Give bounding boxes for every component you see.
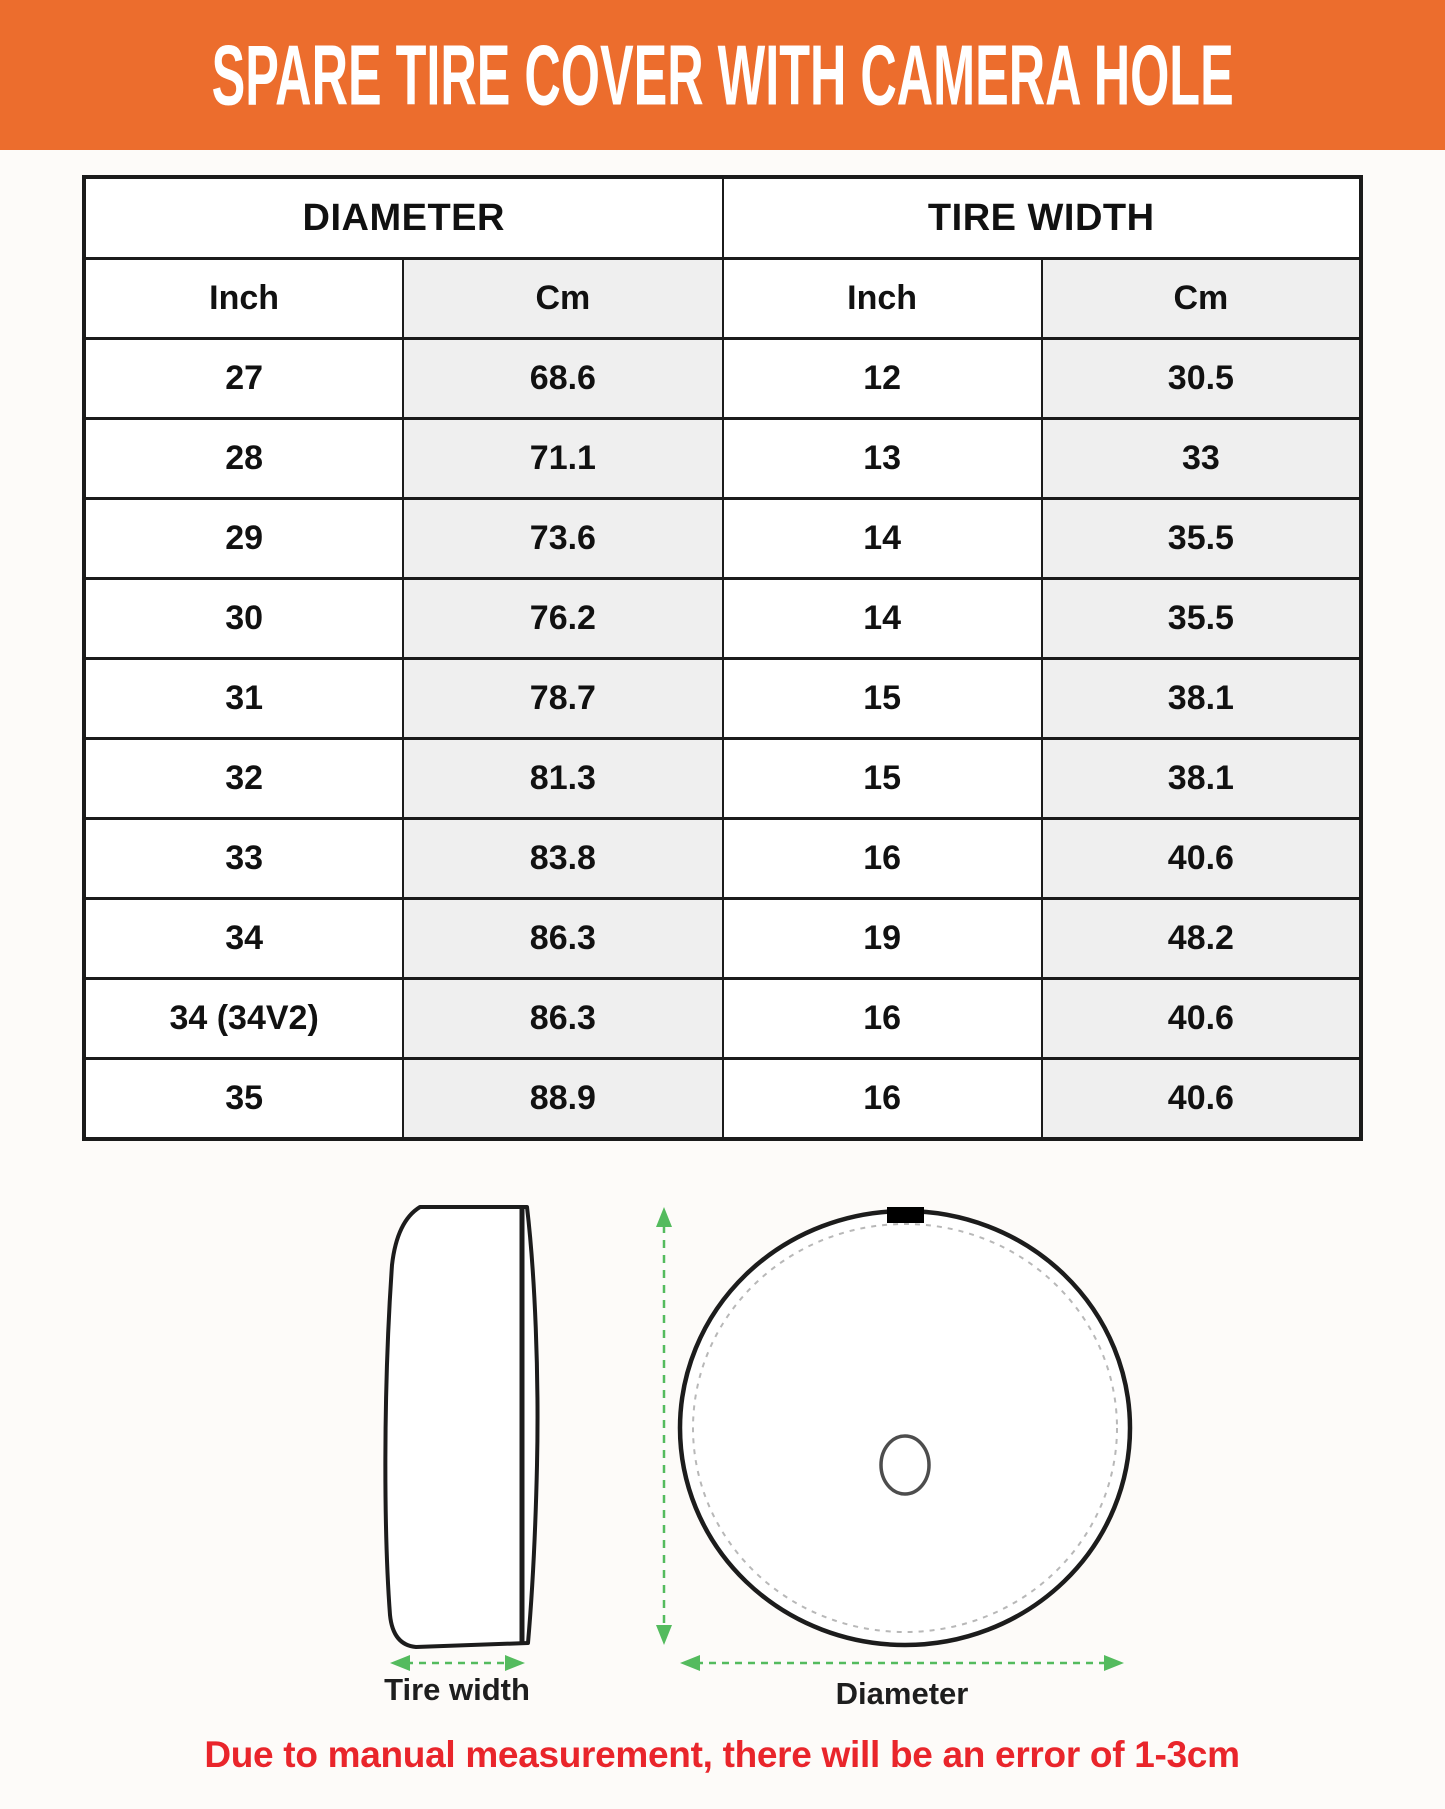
- cell-diameter-cm: 68.6: [403, 339, 722, 419]
- table-row: [84, 339, 1361, 419]
- tire-side-view: [385, 1207, 537, 1647]
- cell-tirewidth-inch: 16: [723, 979, 1042, 1059]
- cell-diameter-inch: 32: [84, 739, 403, 819]
- cell-tirewidth-inch: 12: [723, 339, 1042, 419]
- cell-tirewidth-inch: 15: [723, 659, 1042, 739]
- group-header-diameter: DIAMETER: [84, 177, 723, 259]
- cell-tirewidth-cm: 40.6: [1042, 1059, 1361, 1140]
- measurement-disclaimer: Due to manual measurement, there will be an error of 1-3cm: [204, 1734, 1240, 1775]
- cell-diameter-inch: 29: [84, 499, 403, 579]
- arrowhead-left-icon: [680, 1655, 700, 1671]
- table-row: [84, 419, 1361, 499]
- cell-diameter-cm: 86.3: [403, 899, 722, 979]
- cell-tirewidth-inch: 14: [723, 499, 1042, 579]
- cell-diameter-cm: 73.6: [403, 499, 722, 579]
- cell-tirewidth-cm: 35.5: [1042, 579, 1361, 659]
- cell-diameter-cm: 76.2: [403, 579, 722, 659]
- diameter-arrow: [680, 1655, 1124, 1671]
- arrowhead-left-icon: [390, 1655, 410, 1671]
- arrowhead-right-icon: [505, 1655, 525, 1671]
- table-row: [84, 979, 1361, 1059]
- arrowhead-down-icon: [656, 1625, 672, 1645]
- arrowhead-up-icon: [656, 1207, 672, 1227]
- tire-side-outline: [385, 1207, 537, 1647]
- title-banner: [0, 0, 1445, 150]
- cell-tirewidth-cm: 40.6: [1042, 979, 1361, 1059]
- camera-hole: [881, 1436, 929, 1494]
- subheader-diameter-inch: Inch: [84, 259, 403, 339]
- cell-diameter-inch: 33: [84, 819, 403, 899]
- cell-tirewidth-cm: 30.5: [1042, 339, 1361, 419]
- cell-tirewidth-cm: 38.1: [1042, 659, 1361, 739]
- cell-diameter-cm: 88.9: [403, 1059, 722, 1140]
- cell-diameter-inch: 27: [84, 339, 403, 419]
- table-subheader-row: [84, 259, 1361, 339]
- cell-diameter-inch: 35: [84, 1059, 403, 1140]
- table-row: [84, 499, 1361, 579]
- cell-diameter-cm: 78.7: [403, 659, 722, 739]
- page-title: SPARE TIRE COVER WITH CAMERA HOLE: [211, 26, 1234, 123]
- tire-diagrams: [340, 1195, 1140, 1680]
- cell-diameter-inch: 30: [84, 579, 403, 659]
- height-measure-arrow: [656, 1207, 672, 1645]
- tire-front-outline: [680, 1211, 1130, 1645]
- arrowhead-right-icon: [1104, 1655, 1124, 1671]
- cell-diameter-inch: 34 (34V2): [84, 979, 403, 1059]
- table-row: [84, 899, 1361, 979]
- table-row: [84, 739, 1361, 819]
- cell-tirewidth-inch: 15: [723, 739, 1042, 819]
- cell-diameter-cm: 71.1: [403, 419, 722, 499]
- cell-tirewidth-cm: 38.1: [1042, 739, 1361, 819]
- table-row: [84, 659, 1361, 739]
- cell-tirewidth-cm: 35.5: [1042, 499, 1361, 579]
- tire-width-arrow: [390, 1655, 525, 1671]
- cell-tirewidth-inch: 19: [723, 899, 1042, 979]
- subheader-tirewidth-cm: Cm: [1042, 259, 1361, 339]
- cell-diameter-cm: 83.8: [403, 819, 722, 899]
- table-row: [84, 1059, 1361, 1140]
- diameter-label: Diameter: [835, 1676, 969, 1711]
- cell-diameter-cm: 86.3: [403, 979, 722, 1059]
- top-tab: [887, 1207, 924, 1223]
- cell-tirewidth-inch: 16: [723, 819, 1042, 899]
- cell-diameter-inch: 34: [84, 899, 403, 979]
- cell-tirewidth-inch: 16: [723, 1059, 1042, 1140]
- cell-tirewidth-cm: 33: [1042, 419, 1361, 499]
- cell-tirewidth-inch: 14: [723, 579, 1042, 659]
- subheader-diameter-cm: Cm: [403, 259, 722, 339]
- subheader-tirewidth-inch: Inch: [723, 259, 1042, 339]
- tire-width-label: Tire width: [384, 1672, 530, 1707]
- cell-tirewidth-cm: 40.6: [1042, 819, 1361, 899]
- cell-diameter-inch: 31: [84, 659, 403, 739]
- table-row: [84, 579, 1361, 659]
- tire-front-view: [680, 1207, 1130, 1645]
- cell-diameter-cm: 81.3: [403, 739, 722, 819]
- cell-tirewidth-inch: 13: [723, 419, 1042, 499]
- group-header-tire-width: TIRE WIDTH: [723, 177, 1362, 259]
- cell-diameter-inch: 28: [84, 419, 403, 499]
- cell-tirewidth-cm: 48.2: [1042, 899, 1361, 979]
- size-table: [82, 175, 1363, 1141]
- table-row: [84, 819, 1361, 899]
- table-group-header-row: [84, 177, 1361, 259]
